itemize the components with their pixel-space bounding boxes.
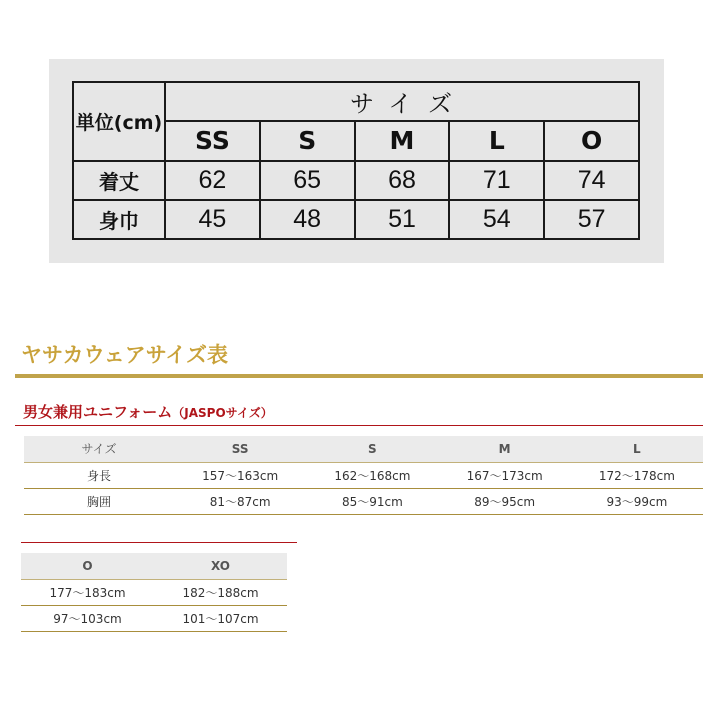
table-cell: 54 — [449, 200, 544, 239]
size-col-l: L — [449, 121, 544, 160]
row-label-height: 身長 — [86, 468, 111, 483]
subtitle — [23, 401, 273, 422]
header-size: サイズ — [24, 436, 174, 462]
size-col-ss: SS — [165, 121, 260, 160]
table-cell: 65 — [260, 161, 355, 200]
gold-divider — [15, 374, 703, 378]
table-cell: 48 — [260, 200, 355, 239]
jaspo-size-table-2 — [21, 553, 287, 632]
subtitle-text: 男女兼用ユニフォーム — [23, 403, 173, 421]
table-cell: 162～168cm — [334, 468, 411, 483]
size-col-m: M — [355, 121, 450, 160]
table-cell: 51 — [355, 200, 450, 239]
subtitle-note: （JASPOサイズ） — [172, 406, 273, 420]
table-cell: 157～163cm — [202, 468, 279, 483]
red-divider-2 — [21, 542, 297, 543]
jaspo-size-table-1 — [24, 436, 703, 515]
table-cell: 177～183cm — [49, 585, 126, 600]
size-col-o: O — [544, 121, 639, 160]
red-divider — [15, 425, 703, 426]
table-cell: 167～173cm — [466, 468, 543, 483]
table-cell: 68 — [355, 161, 450, 200]
header-s: S — [306, 436, 438, 462]
row-label-length: 着丈 — [73, 161, 165, 200]
table-cell: 57 — [544, 200, 639, 239]
table-cell: 182～188cm — [182, 585, 259, 600]
size-header: サイズ — [165, 82, 639, 121]
table-row — [73, 161, 639, 200]
section-title: ヤサカウェアサイズ表 — [21, 343, 229, 367]
table-cell: 45 — [165, 200, 260, 239]
table-cell: 74 — [544, 161, 639, 200]
size-col-s: S — [260, 121, 355, 160]
table-row — [21, 605, 287, 631]
table-header-row — [24, 436, 703, 462]
row-label-chest: 胸囲 — [86, 494, 111, 509]
table-cell: 93～99cm — [606, 494, 668, 509]
table-header-row — [21, 553, 287, 579]
table-cell: 85～91cm — [341, 494, 403, 509]
table-cell: 71 — [449, 161, 544, 200]
table-cell: 81～87cm — [209, 494, 271, 509]
header-m: M — [439, 436, 571, 462]
unit-label: 単位(cm) — [73, 82, 165, 161]
table-row — [21, 579, 287, 605]
table-cell: 172～178cm — [598, 468, 675, 483]
header-o: O — [21, 553, 154, 579]
table-row — [24, 488, 703, 514]
table-row — [24, 462, 703, 488]
size-chart-panel — [49, 59, 664, 263]
header-ss: SS — [174, 436, 306, 462]
table-cell: 97～103cm — [53, 611, 122, 626]
table-cell: 89～95cm — [474, 494, 536, 509]
row-label-width: 身巾 — [73, 200, 165, 239]
header-xo: XO — [154, 553, 287, 579]
table-cell: 101～107cm — [182, 611, 259, 626]
header-l: L — [571, 436, 703, 462]
table-row — [73, 200, 639, 239]
size-chart-table — [72, 81, 640, 240]
table-cell: 62 — [165, 161, 260, 200]
